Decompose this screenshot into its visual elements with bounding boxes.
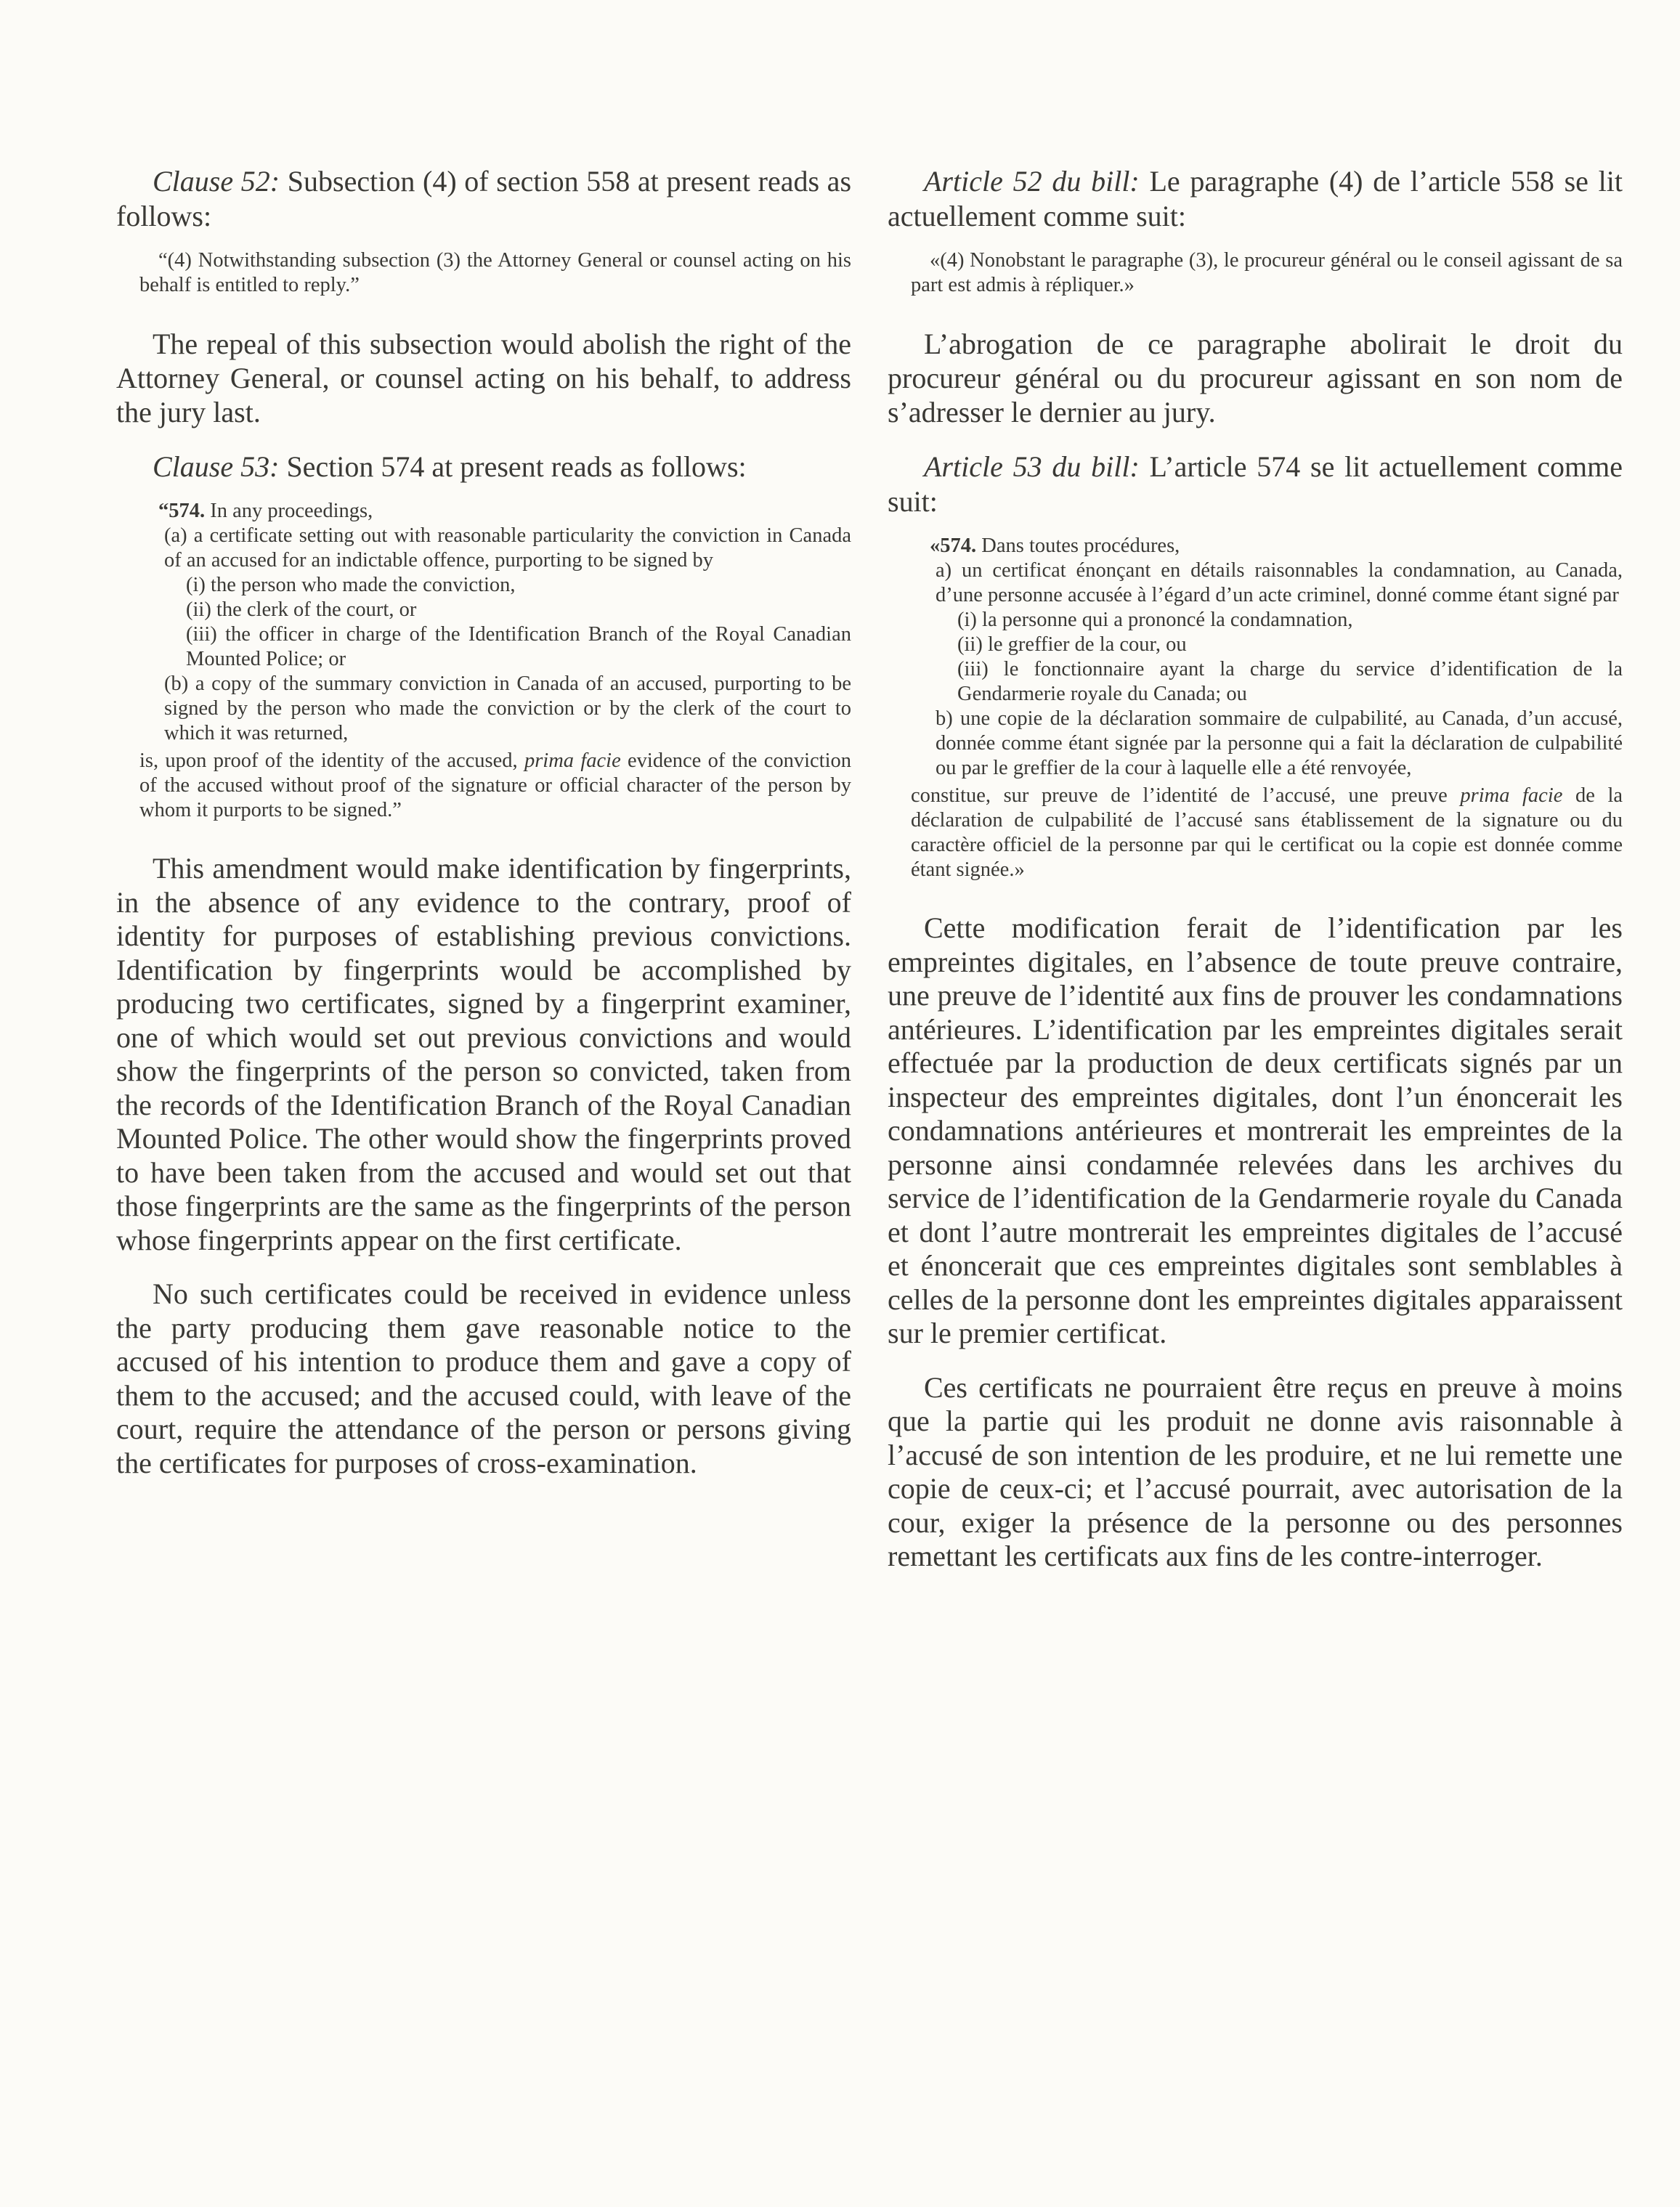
clause-53-para-a-ii: (ii) the clerk of the court, or — [186, 598, 417, 621]
article-52-intro: Le paragraphe (4) de l’article 558 se lit actuellement comme suit: — [888, 165, 1623, 232]
clause-53-explanation-1: This amendment would make identification by fingerprints, in the absence of any evidence to the contrary, proof of identity for purposes of establishing previous convictions. Identification by fingerprints would be accomplished by producing two certificates, signed by a fingerprint examiner, one of which would set out previous convictions and would show the fingerprints of the person so convicted, taken from the records of the Identification Branch of the Royal Canadian Mounted Police. The other would show the fingerprints proved to have been taken from the accused and would set out that those fingerprints are the same as the fingerprints of the person whose fingerprints appear on the first certificate. — [116, 852, 851, 1256]
article-53-section-number: «574. — [930, 535, 977, 557]
french-column — [888, 164, 1623, 1594]
article-53-para-a-iii: (iii) le fonctionnaire ayant la charge du service d’identification de la Gendarmerie royale du Canada; ou — [957, 658, 1623, 705]
clause-53-quote-lead — [139, 499, 851, 524]
article-52-label: Article 52 du bill: — [924, 165, 1140, 198]
article-53-para-a-ii: (ii) le greffier de la cour, ou — [957, 633, 1187, 656]
clause-53-quote — [139, 499, 851, 823]
clause-53-close-part-1: is, upon proof of the identity of the accused, — [139, 749, 518, 772]
clause-53-close-part-2: evidence of the conviction of the accused without proof of the signature or official character of the person by whom it purports to be signed.” — [139, 749, 852, 821]
article-52-heading — [888, 164, 1623, 234]
clause-52-intro: Subsection (4) of section 558 at present reads as follows: — [116, 165, 852, 232]
clause-53-explanation-2: No such certificates could be received in evidence unless the party producing them gave reasonable notice to the accused of his intention to produce them and gave a copy of them to the accused; and the accused could, with leave of the court, require the attendance of the person or persons giving the certificates for purposes of cross-examination. — [116, 1277, 851, 1479]
article-53-quote — [911, 534, 1623, 882]
article-53-lead-text: Dans toutes procédures, — [981, 535, 1180, 557]
article-52-explanation: L’abrogation de ce paragraphe abolirait le droit du procureur général ou du procureur agissant en son nom de s’adresser le dernier au jury. — [888, 328, 1623, 428]
article-53-quote-lead — [911, 534, 1623, 558]
article-53-intro: L’article 574 se lit actuellement comme suit: — [888, 450, 1623, 518]
clause-53-para-a-iii: (iii) the officer in charge of the Identification Branch of the Royal Canadian Mounted Police; or — [186, 623, 851, 670]
article-52-quote-text: «(4) Nonobstant le paragraphe (3), le procureur général ou le conseil agissant de sa part est admis à répliquer.» — [911, 249, 1623, 296]
article-53-explanation-2: Ces certificats ne pourraient être reçus en preuve à moins que la partie qui les produit ne donne avis raisonnable à l’accusé de son intention de les produire, et ne lui remette une copie de ceux-ci; et l’accusé pourrait, avec autorisation de la cour, exiger la présence de la personne ou des personnes remettant les certificats aux fins de les contre-interroger. — [888, 1370, 1623, 1572]
clause-53-lead-text: In any proceedings, — [210, 500, 373, 522]
article-53-para-b: b) une copie de la déclaration sommaire de culpabilité, au Canada, d’un accusé, donnée comme étant signée par la personne qui a fait la déclaration de culpabilité ou par le greffier de la cour à laquelle elle a été renvoyée, — [936, 707, 1623, 779]
clause-53-quote-close — [139, 749, 851, 823]
clause-52-heading — [116, 164, 851, 234]
clause-53-close-italic: prima facie — [524, 749, 621, 772]
article-52-quote — [911, 248, 1623, 298]
article-53-para-a-i: (i) la personne qui a prononcé la condamnation, — [957, 609, 1353, 631]
clause-52-explanation: The repeal of this subsection would abolish the right of the Attorney General, or counsel acting on his behalf, to address the jury last. — [116, 328, 851, 428]
clause-53-label: Clause 53: — [153, 450, 280, 483]
english-column — [116, 164, 851, 1500]
clause-53-section-number: “574. — [158, 500, 206, 522]
clause-53-para-a: (a) a certificate setting out with reasonable particularity the conviction in Canada of an accused for an indictable offence, purporting to be signed by — [164, 524, 851, 572]
article-53-quote-close — [911, 784, 1623, 882]
article-53-label: Article 53 du bill: — [924, 450, 1140, 483]
clause-53-intro: Section 574 at present reads as follows: — [286, 450, 747, 483]
article-53-close-part-1: constitue, sur preuve de l’identité de l’accusé, une preuve — [911, 784, 1448, 807]
article-53-explanation-1: Cette modification ferait de l’identification par les empreintes digitales, en l’absence de toute preuve contraire, une preuve de l’identité aux fins de prouver les condamnations antérieures. L’identification par les empreintes digitales serait effectuée par la production de deux certificats signés par un inspecteur des empreintes digitales, dont l’un énoncerait les condamnations antérieures et montrerait les empreintes de la personne ainsi condamnée relevées dans les archives du service de l’identification de la Gendarmerie royale du Canada et dont l’autre montrerait les empreintes digitales de l’accusé et énoncerait que ces empreintes digitales sont semblables à celles de la personne dont les empreintes digitales apparaissent sur le premier certificat. — [888, 911, 1623, 1349]
article-53-heading — [888, 450, 1623, 519]
article-53-close-italic: prima facie — [1460, 784, 1563, 807]
clause-52-quote-text: “(4) Notwithstanding subsection (3) the Attorney General or counsel acting on his behalf is entitled to reply.” — [139, 249, 851, 296]
article-53-close-part-2: de la déclaration de culpabilité de l’accusé sans établissement de la signature ou du caractère officiel de la personne par qui le certificat ou la copie est donnée comme étant signée.» — [911, 784, 1623, 881]
clause-53-para-b: (b) a copy of the summary conviction in Canada of an accused, purporting to be signed by the person who made the conviction or by the clerk of the court to which it was returned, — [164, 672, 851, 744]
article-53-para-a: a) un certificat énonçant en détails raisonnables la condamnation, au Canada, d’une personne accusée à l’égard d’un acte criminel, donné comme étant signé par — [936, 559, 1623, 606]
clause-52-label: Clause 52: — [153, 165, 280, 198]
clause-53-para-a-i: (i) the person who made the conviction, — [186, 574, 516, 596]
clause-53-heading — [116, 450, 851, 484]
clause-52-quote — [139, 248, 851, 298]
